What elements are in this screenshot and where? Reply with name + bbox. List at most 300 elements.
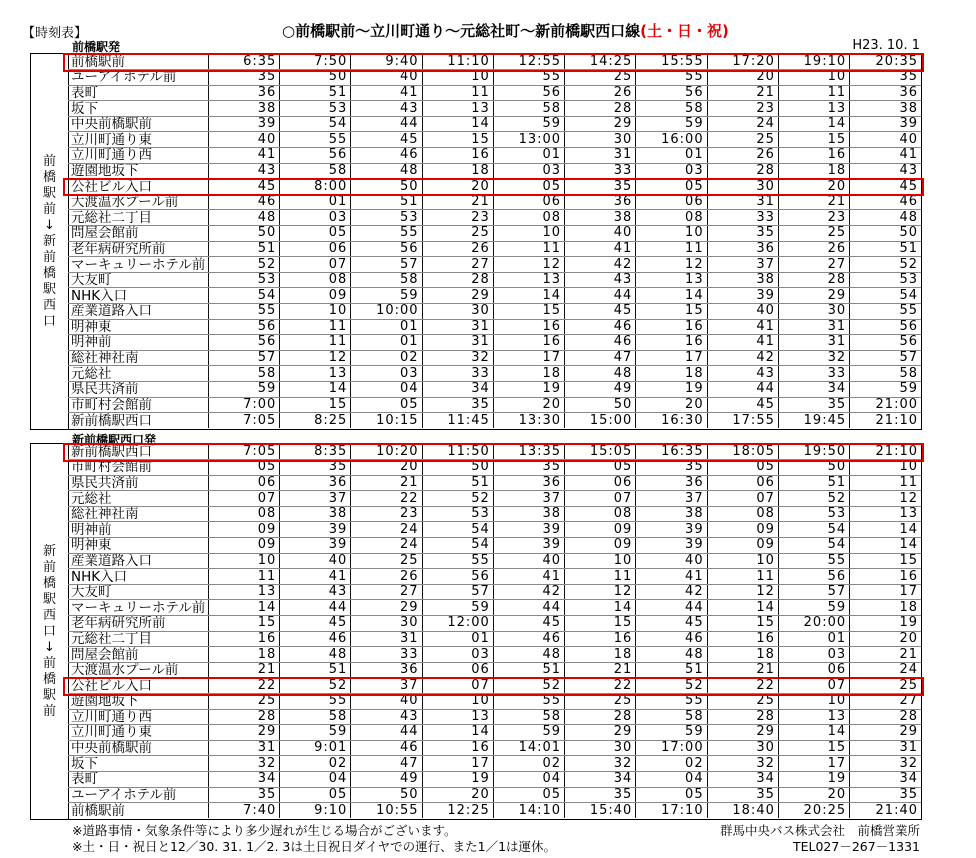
departure-time: 35 [280, 460, 351, 476]
departure-time: 59 [209, 381, 280, 397]
departure-time: 41 [209, 148, 280, 164]
departure-time: 56 [280, 148, 351, 164]
departure-time: 55 [636, 70, 707, 86]
departure-time: 25 [778, 226, 849, 242]
departure-time: 40 [280, 553, 351, 569]
departure-time: 14 [422, 725, 493, 741]
departure-time: 55 [493, 70, 564, 86]
departure-time: 16 [209, 631, 280, 647]
departure-time: 13 [778, 709, 849, 725]
departure-time: 32 [707, 756, 778, 772]
departure-time: 56 [778, 569, 849, 585]
departure-time: 15 [280, 397, 351, 413]
departure-time: 19 [422, 771, 493, 787]
departure-time: 21 [422, 194, 493, 210]
departure-time: 19 [636, 381, 707, 397]
stop-name: 元総社二丁目 [68, 210, 209, 226]
departure-time: 07 [778, 678, 849, 694]
departure-time: 08 [209, 506, 280, 522]
departure-time: 56 [209, 335, 280, 351]
departure-time: 05 [707, 460, 778, 476]
departure-time: 21 [850, 647, 921, 663]
departure-time: 8:00 [280, 179, 351, 195]
departure-time: 27 [422, 257, 493, 273]
departure-time: 7:05 [209, 413, 280, 429]
departure-time: 32 [778, 350, 849, 366]
departure-time: 48 [493, 647, 564, 663]
departure-time: 38 [636, 506, 707, 522]
departure-time: 35 [707, 226, 778, 242]
departure-time: 06 [493, 194, 564, 210]
table-row [68, 319, 921, 335]
table-row [68, 444, 921, 460]
departure-time: 08 [707, 506, 778, 522]
departure-time: 16 [565, 631, 636, 647]
stop-name: 遊園地坂下 [68, 163, 209, 179]
departure-time: 23 [422, 210, 493, 226]
table-row [68, 678, 921, 694]
departure-time: 14 [850, 538, 921, 554]
departure-time: 30 [707, 179, 778, 195]
departure-time: 14 [280, 381, 351, 397]
document-label: 【時刻表】 [22, 26, 88, 41]
departure-time: 19:10 [778, 54, 849, 70]
departure-time: 31 [778, 319, 849, 335]
timetable-grid [68, 54, 921, 428]
departure-time: 08 [280, 272, 351, 288]
timetable-outbound [30, 53, 922, 430]
table-row [68, 241, 921, 257]
stop-name: 元総社二丁目 [68, 631, 209, 647]
departure-time: 01 [422, 631, 493, 647]
table-row [68, 304, 921, 320]
departure-time: 59 [778, 600, 849, 616]
departure-time: 41 [707, 319, 778, 335]
departure-time: 51 [850, 241, 921, 257]
departure-time: 42 [493, 584, 564, 600]
departure-time: 03 [422, 647, 493, 663]
departure-time: 08 [565, 506, 636, 522]
departure-time: 59 [351, 288, 422, 304]
departure-time: 51 [280, 85, 351, 101]
departure-time: 25 [209, 694, 280, 710]
departure-time: 56 [209, 319, 280, 335]
departure-time: 32 [565, 756, 636, 772]
departure-time: 35 [850, 787, 921, 803]
table-row [68, 194, 921, 210]
departure-time: 31 [850, 740, 921, 756]
departure-time: 21 [707, 662, 778, 678]
departure-time: 20 [778, 179, 849, 195]
departure-time: 06 [707, 475, 778, 491]
departure-time: 7:50 [280, 54, 351, 70]
departure-time: 54 [778, 538, 849, 554]
departure-time: 51 [422, 475, 493, 491]
departure-time: 33 [778, 366, 849, 382]
departure-time: 03 [778, 647, 849, 663]
departure-time: 56 [850, 319, 921, 335]
departure-label-2: 新前橋駅西口発 [72, 433, 157, 447]
departure-time: 40 [351, 70, 422, 86]
departure-time: 55 [850, 304, 921, 320]
departure-time: 20 [636, 397, 707, 413]
table-row [68, 350, 921, 366]
stop-name: 県民共済前 [68, 381, 209, 397]
departure-time: 41 [351, 85, 422, 101]
table-row [68, 54, 921, 70]
table-row [68, 366, 921, 382]
departure-time: 24 [351, 522, 422, 538]
departure-time: 20 [422, 787, 493, 803]
departure-time: 09 [707, 522, 778, 538]
departure-time: 29 [351, 600, 422, 616]
departure-time: 13:30 [493, 413, 564, 429]
departure-time: 11 [422, 85, 493, 101]
departure-time: 24 [850, 662, 921, 678]
departure-time: 34 [778, 381, 849, 397]
departure-time: 52 [778, 491, 849, 507]
departure-time: 09 [209, 522, 280, 538]
departure-time: 57 [351, 257, 422, 273]
stop-name: マーキュリーホテル前 [68, 257, 209, 273]
departure-time: 51 [351, 194, 422, 210]
departure-time: 18 [778, 163, 849, 179]
departure-time: 35 [636, 460, 707, 476]
departure-time: 43 [351, 709, 422, 725]
departure-time: 22 [707, 678, 778, 694]
departure-time: 36 [209, 85, 280, 101]
stop-name: 公社ビル入口 [68, 678, 209, 694]
table-row [68, 803, 921, 819]
departure-time: 55 [422, 553, 493, 569]
departure-time: 8:25 [280, 413, 351, 429]
stop-name: 坂下 [68, 101, 209, 117]
departure-time: 52 [280, 678, 351, 694]
table-row [68, 132, 921, 148]
departure-time: 44 [351, 725, 422, 741]
departure-time: 29 [565, 725, 636, 741]
departure-time: 10 [280, 304, 351, 320]
departure-time: 31 [778, 335, 849, 351]
departure-time: 21 [707, 85, 778, 101]
departure-time: 15 [209, 616, 280, 632]
departure-time: 9:10 [280, 803, 351, 819]
departure-time: 57 [778, 584, 849, 600]
stop-name: 総社神社南 [68, 506, 209, 522]
departure-time: 53 [422, 506, 493, 522]
departure-time: 01 [351, 335, 422, 351]
departure-time: 45 [493, 616, 564, 632]
departure-time: 54 [422, 522, 493, 538]
departure-time: 48 [636, 647, 707, 663]
departure-time: 16 [850, 569, 921, 585]
departure-time: 17 [850, 584, 921, 600]
departure-time: 53 [850, 272, 921, 288]
departure-time: 18:40 [707, 803, 778, 819]
departure-time: 04 [636, 771, 707, 787]
departure-time: 08 [636, 210, 707, 226]
departure-time: 14 [778, 116, 849, 132]
departure-time: 34 [707, 771, 778, 787]
departure-time: 58 [493, 709, 564, 725]
departure-time: 03 [280, 210, 351, 226]
departure-time: 35 [778, 397, 849, 413]
table-row [68, 70, 921, 86]
departure-time: 13 [209, 584, 280, 600]
stop-name: 問屋会館前 [68, 647, 209, 663]
departure-time: 12:00 [422, 616, 493, 632]
stop-name: 明神東 [68, 319, 209, 335]
departure-time: 36 [850, 85, 921, 101]
departure-time: 51 [209, 241, 280, 257]
departure-time: 39 [850, 116, 921, 132]
departure-time: 12:55 [493, 54, 564, 70]
table-row [68, 694, 921, 710]
direction-label: 新 前 橋 駅 西 口 ↓ 前 橋 駅 前 [31, 444, 69, 819]
departure-time: 56 [850, 335, 921, 351]
departure-time: 11 [280, 335, 351, 351]
departure-time: 27 [351, 584, 422, 600]
effective-date: H23. 10. 1 [852, 38, 920, 53]
table-row [68, 148, 921, 164]
departure-time: 05 [636, 787, 707, 803]
departure-time: 16:35 [636, 444, 707, 460]
table-row [68, 491, 921, 507]
departure-time: 44 [636, 600, 707, 616]
departure-time: 14 [422, 116, 493, 132]
departure-time: 35 [565, 179, 636, 195]
departure-time: 55 [209, 304, 280, 320]
departure-time: 29 [707, 725, 778, 741]
departure-time: 41 [280, 569, 351, 585]
table-row [68, 116, 921, 132]
departure-time: 15 [636, 304, 707, 320]
departure-time: 9:01 [280, 740, 351, 756]
departure-time: 26 [422, 241, 493, 257]
table-row [68, 85, 921, 101]
departure-time: 02 [493, 756, 564, 772]
departure-time: 13 [636, 272, 707, 288]
stop-name: 元総社 [68, 366, 209, 382]
departure-time: 10 [422, 694, 493, 710]
table-row [68, 381, 921, 397]
departure-time: 17 [422, 756, 493, 772]
departure-time: 20 [493, 397, 564, 413]
stop-name: 明神東 [68, 538, 209, 554]
title-days: (土・日・祝) [640, 22, 729, 40]
departure-time: 15 [707, 616, 778, 632]
departure-time: 12 [636, 257, 707, 273]
departure-time: 24 [707, 116, 778, 132]
stop-name: 元総社 [68, 491, 209, 507]
stop-name: 前橋駅前 [68, 54, 209, 70]
departure-time: 01 [778, 631, 849, 647]
departure-time: 07 [565, 491, 636, 507]
departure-time: 12 [280, 350, 351, 366]
departure-time: 05 [351, 397, 422, 413]
table-row [68, 522, 921, 538]
departure-time: 45 [351, 132, 422, 148]
departure-time: 55 [778, 553, 849, 569]
departure-time: 15 [493, 304, 564, 320]
departure-time: 37 [636, 491, 707, 507]
stop-name: NHK入口 [68, 569, 209, 585]
departure-time: 48 [280, 647, 351, 663]
departure-time: 17:55 [707, 413, 778, 429]
departure-time: 41 [636, 569, 707, 585]
departure-time: 08 [493, 210, 564, 226]
departure-time: 46 [636, 631, 707, 647]
departure-time: 17 [636, 350, 707, 366]
departure-time: 10 [565, 553, 636, 569]
departure-time: 05 [280, 787, 351, 803]
departure-time: 21:10 [875, 412, 918, 428]
departure-time: 54 [209, 288, 280, 304]
departure-time: 56 [636, 85, 707, 101]
departure-time: 25 [707, 132, 778, 148]
departure-time: 15 [565, 616, 636, 632]
stop-name: 公社ビル入口 [68, 179, 209, 195]
table-row [68, 506, 921, 522]
departure-time: 11 [850, 475, 921, 491]
departure-time: 41 [850, 148, 921, 164]
departure-time: 58 [280, 709, 351, 725]
departure-time: 12 [707, 584, 778, 600]
departure-time: 59 [422, 600, 493, 616]
departure-time: 25 [351, 553, 422, 569]
stop-name: 新前橋駅西口 [68, 444, 209, 460]
departure-time: 25 [850, 678, 921, 694]
departure-time: 28 [778, 272, 849, 288]
departure-time: 10 [422, 70, 493, 86]
departure-time: 53 [209, 272, 280, 288]
departure-time: 43 [707, 366, 778, 382]
departure-time: 25 [565, 70, 636, 86]
departure-time: 22 [209, 678, 280, 694]
departure-time: 10 [636, 226, 707, 242]
departure-time: 33 [565, 163, 636, 179]
departure-time: 12 [493, 257, 564, 273]
departure-time: 57 [209, 350, 280, 366]
stop-name: 市町村会館前 [68, 460, 209, 476]
table-row [68, 538, 921, 554]
departure-time: 31 [209, 740, 280, 756]
departure-time: 15:55 [636, 54, 707, 70]
departure-time: 23 [351, 506, 422, 522]
departure-time: 32 [850, 756, 921, 772]
departure-time: 59 [493, 116, 564, 132]
departure-time: 14 [565, 600, 636, 616]
departure-time: 12 [565, 584, 636, 600]
departure-time: 25 [707, 694, 778, 710]
departure-time: 55 [280, 132, 351, 148]
departure-time: 19 [850, 616, 921, 632]
departure-time: 09 [707, 538, 778, 554]
departure-time: 13 [422, 101, 493, 117]
departure-time: 40 [493, 553, 564, 569]
departure-time: 20 [351, 460, 422, 476]
departure-time: 14 [636, 288, 707, 304]
departure-time: 20:25 [778, 803, 849, 819]
stop-name: 立川町通り西 [68, 148, 209, 164]
departure-time: 21 [209, 662, 280, 678]
departure-time: 26 [565, 85, 636, 101]
departure-time: 21 [778, 194, 849, 210]
departure-time: 53 [280, 101, 351, 117]
departure-time: 38 [850, 101, 921, 117]
departure-time: 58 [351, 272, 422, 288]
departure-time: 17:00 [636, 740, 707, 756]
departure-time: 27 [850, 694, 921, 710]
table-row [68, 179, 921, 195]
departure-time: 50 [280, 70, 351, 86]
departure-time: 35 [209, 70, 280, 86]
departure-time: 31 [707, 194, 778, 210]
departure-time: 50 [422, 460, 493, 476]
departure-time: 35 [493, 460, 564, 476]
departure-time: 55 [636, 694, 707, 710]
departure-time: 06 [778, 662, 849, 678]
departure-time: 02 [636, 756, 707, 772]
departure-time: 55 [493, 694, 564, 710]
departure-time: 47 [351, 756, 422, 772]
departure-time: 44 [280, 600, 351, 616]
departure-time: 46 [351, 740, 422, 756]
company-name: 群馬中央バス株式会社 前橋営業所 [719, 823, 920, 838]
departure-time: 50 [778, 460, 849, 476]
departure-time: 21 [565, 662, 636, 678]
table-row [68, 257, 921, 273]
stop-name: 問屋会館前 [68, 226, 209, 242]
departure-time: 7:40 [209, 803, 280, 819]
table-row [68, 460, 921, 476]
departure-time: 55 [351, 226, 422, 242]
departure-time: 20 [422, 179, 493, 195]
departure-time: 16 [707, 631, 778, 647]
departure-time: 30 [707, 740, 778, 756]
departure-time: 46 [565, 319, 636, 335]
departure-time: 21 [351, 475, 422, 491]
departure-time: 18:05 [707, 444, 778, 460]
departure-time: 20 [707, 70, 778, 86]
departure-time: 19:50 [778, 444, 849, 460]
departure-time: 16 [422, 740, 493, 756]
stop-name: 立川町通り東 [68, 725, 209, 741]
departure-time: 29 [778, 288, 849, 304]
departure-time: 59 [636, 116, 707, 132]
departure-time: 05 [209, 460, 280, 476]
stop-name: 中央前橋駅前 [68, 740, 209, 756]
departure-time: 9:40 [351, 54, 422, 70]
stop-name: 総社神社南 [68, 350, 209, 366]
departure-time: 53 [778, 506, 849, 522]
stop-name: 表町 [68, 771, 209, 787]
departure-time: 14 [778, 725, 849, 741]
departure-time: 26 [351, 569, 422, 585]
table-row [68, 413, 921, 429]
departure-time: 16 [422, 148, 493, 164]
departure-time: 45 [209, 179, 280, 195]
departure-time: 39 [636, 538, 707, 554]
departure-time: 02 [351, 350, 422, 366]
departure-time: 42 [707, 350, 778, 366]
departure-time: 15 [778, 740, 849, 756]
departure-time: 18 [850, 600, 921, 616]
departure-time: 11 [209, 569, 280, 585]
departure-time: 06 [422, 662, 493, 678]
departure-time: 43 [351, 101, 422, 117]
departure-time: 43 [280, 584, 351, 600]
